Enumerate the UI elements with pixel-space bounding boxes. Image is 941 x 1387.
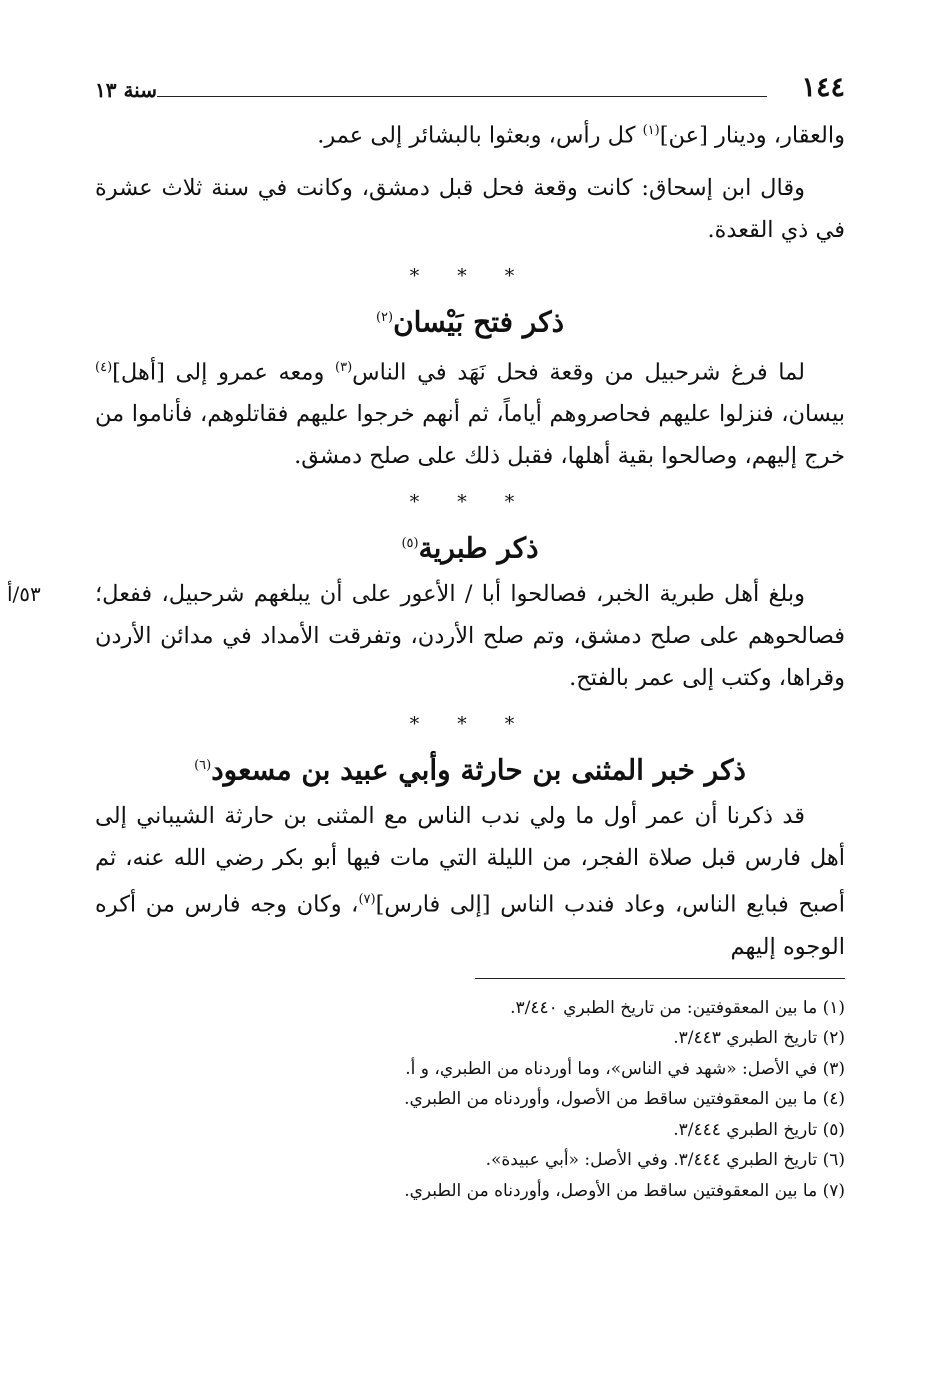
paragraph-1-text-a: والعقار، ودينار [عن] (659, 122, 845, 149)
paragraph-5-text-a: قد ذكرنا أن عمر أول ما ولي ندب الناس مع المثنى بن حارثة الشيباني إلى أهل فارس قبل صلاة الفجر، من الليلة التي مات فيها أبو بكر رضي الله عنه، ثم أصبح فبايع الناس، وعاد فندب الناس [إلى فارس] (95, 803, 845, 918)
footnote-ref-2: (٢) (375, 309, 394, 325)
footnote-ref-3: (٣) (335, 359, 353, 375)
section-separator-3: * * * (409, 713, 531, 735)
book-page (7, 70, 845, 1206)
paragraph-4-wrapper (7, 573, 845, 699)
footnote-4: (٤) ما بين المعقوفتين ساقط من الأصول، وأوردناه من الطبري. (404, 1089, 845, 1109)
heading-2-text: ذكر طبرية (418, 531, 539, 565)
paragraph-2: وقال ابن إسحاق: كانت وقعة فحل قبل دمشق، وكانت في سنة ثلاث عشرة في ذي القعدة. (95, 174, 845, 243)
paragraph-3-text-a: لما فرغ شرحبيل من وقعة فحل نَهَد في الناس (352, 359, 805, 385)
footnote-ref-4: (٤) (95, 359, 113, 375)
main-text (7, 110, 845, 968)
footnote-6: (٦) تاريخ الطبري ٣/٤٤٤. وفي الأصل: «أبي عبيدة». (485, 1150, 845, 1170)
footnote-ref-7: (٧) (358, 892, 376, 907)
header-rule (157, 96, 767, 97)
footnote-7: (٧) ما بين المعقوفتين ساقط من الأوصل، وأوردناه من الطبري. (404, 1180, 845, 1201)
heading-1-text: ذكر فتح بَيْسان (393, 304, 565, 338)
manuscript-folio-marker: ٥٣/أ (7, 582, 41, 606)
running-header-year: سنة ١٣ (95, 78, 157, 102)
heading-fath-baysan (95, 295, 845, 341)
paragraph-1-text-b: كل رأس، وبعثوا بالبشائر إلى عمر. (317, 122, 643, 149)
paragraph-5 (95, 795, 845, 968)
footnote-1: (١) ما بين المعقوفتين: من تاريخ الطبري ٣/٤٤٠. (510, 997, 845, 1018)
heading-muthanna (95, 743, 845, 789)
heading-tabariyya (95, 521, 845, 567)
section-separator-1: * * * (409, 264, 531, 287)
footnotes (95, 993, 845, 1207)
footnote-2: (٢) تاريخ الطبري ٣/٤٤٣. (673, 1028, 845, 1048)
paragraph-1 (95, 110, 845, 157)
footnote-5: (٥) تاريخ الطبري ٣/٤٤٤. (673, 1119, 845, 1140)
footnote-ref-1: (١) (642, 123, 660, 138)
paragraph-3 (95, 347, 845, 478)
page-number: ١٤٤ (801, 72, 845, 103)
footnote-separator (475, 978, 845, 979)
page-header (95, 70, 845, 110)
paragraph-4: وبلغ أهل طبرية الخبر، فصالحوا أبا / الأعور على أن يبلغهم شرحبيل، ففعل؛ فصالحوهم على صلح دمشق، وتم صلح الأردن، وتفرقت الأمداد في مدائن الأردن وقراها، وكتب إلى عمر بالفتح. (95, 581, 845, 691)
paragraph-3-text-c: بيسان، فنزلوا عليهم فحاصروهم أياماً، ثم أنهم خرجوا عليهم فقاتلوهم، فأناموا من خرج إليهم، وصالحوا بقية أهلها، فقبل ذلك على صلح دمشق. (95, 401, 845, 469)
heading-3-text: ذكر خبر المثنى بن حارثة وأبي عبيد بن مسعود (211, 753, 746, 787)
footnote-3: (٣) في الأصل: «شهد في الناس»، وما أوردناه من الطبري، و أ. (405, 1058, 845, 1079)
section-separator-2: * * * (409, 491, 531, 513)
footnote-ref-5: (٥) (401, 536, 419, 551)
paragraph-3-text-b: ومعه عمرو إلى [أهل] (112, 359, 336, 385)
footnote-ref-6: (٦) (194, 758, 212, 773)
paragraph-5-text-b: ، وكان وجه فارس من أكره الوجوه إليهم (95, 891, 845, 960)
